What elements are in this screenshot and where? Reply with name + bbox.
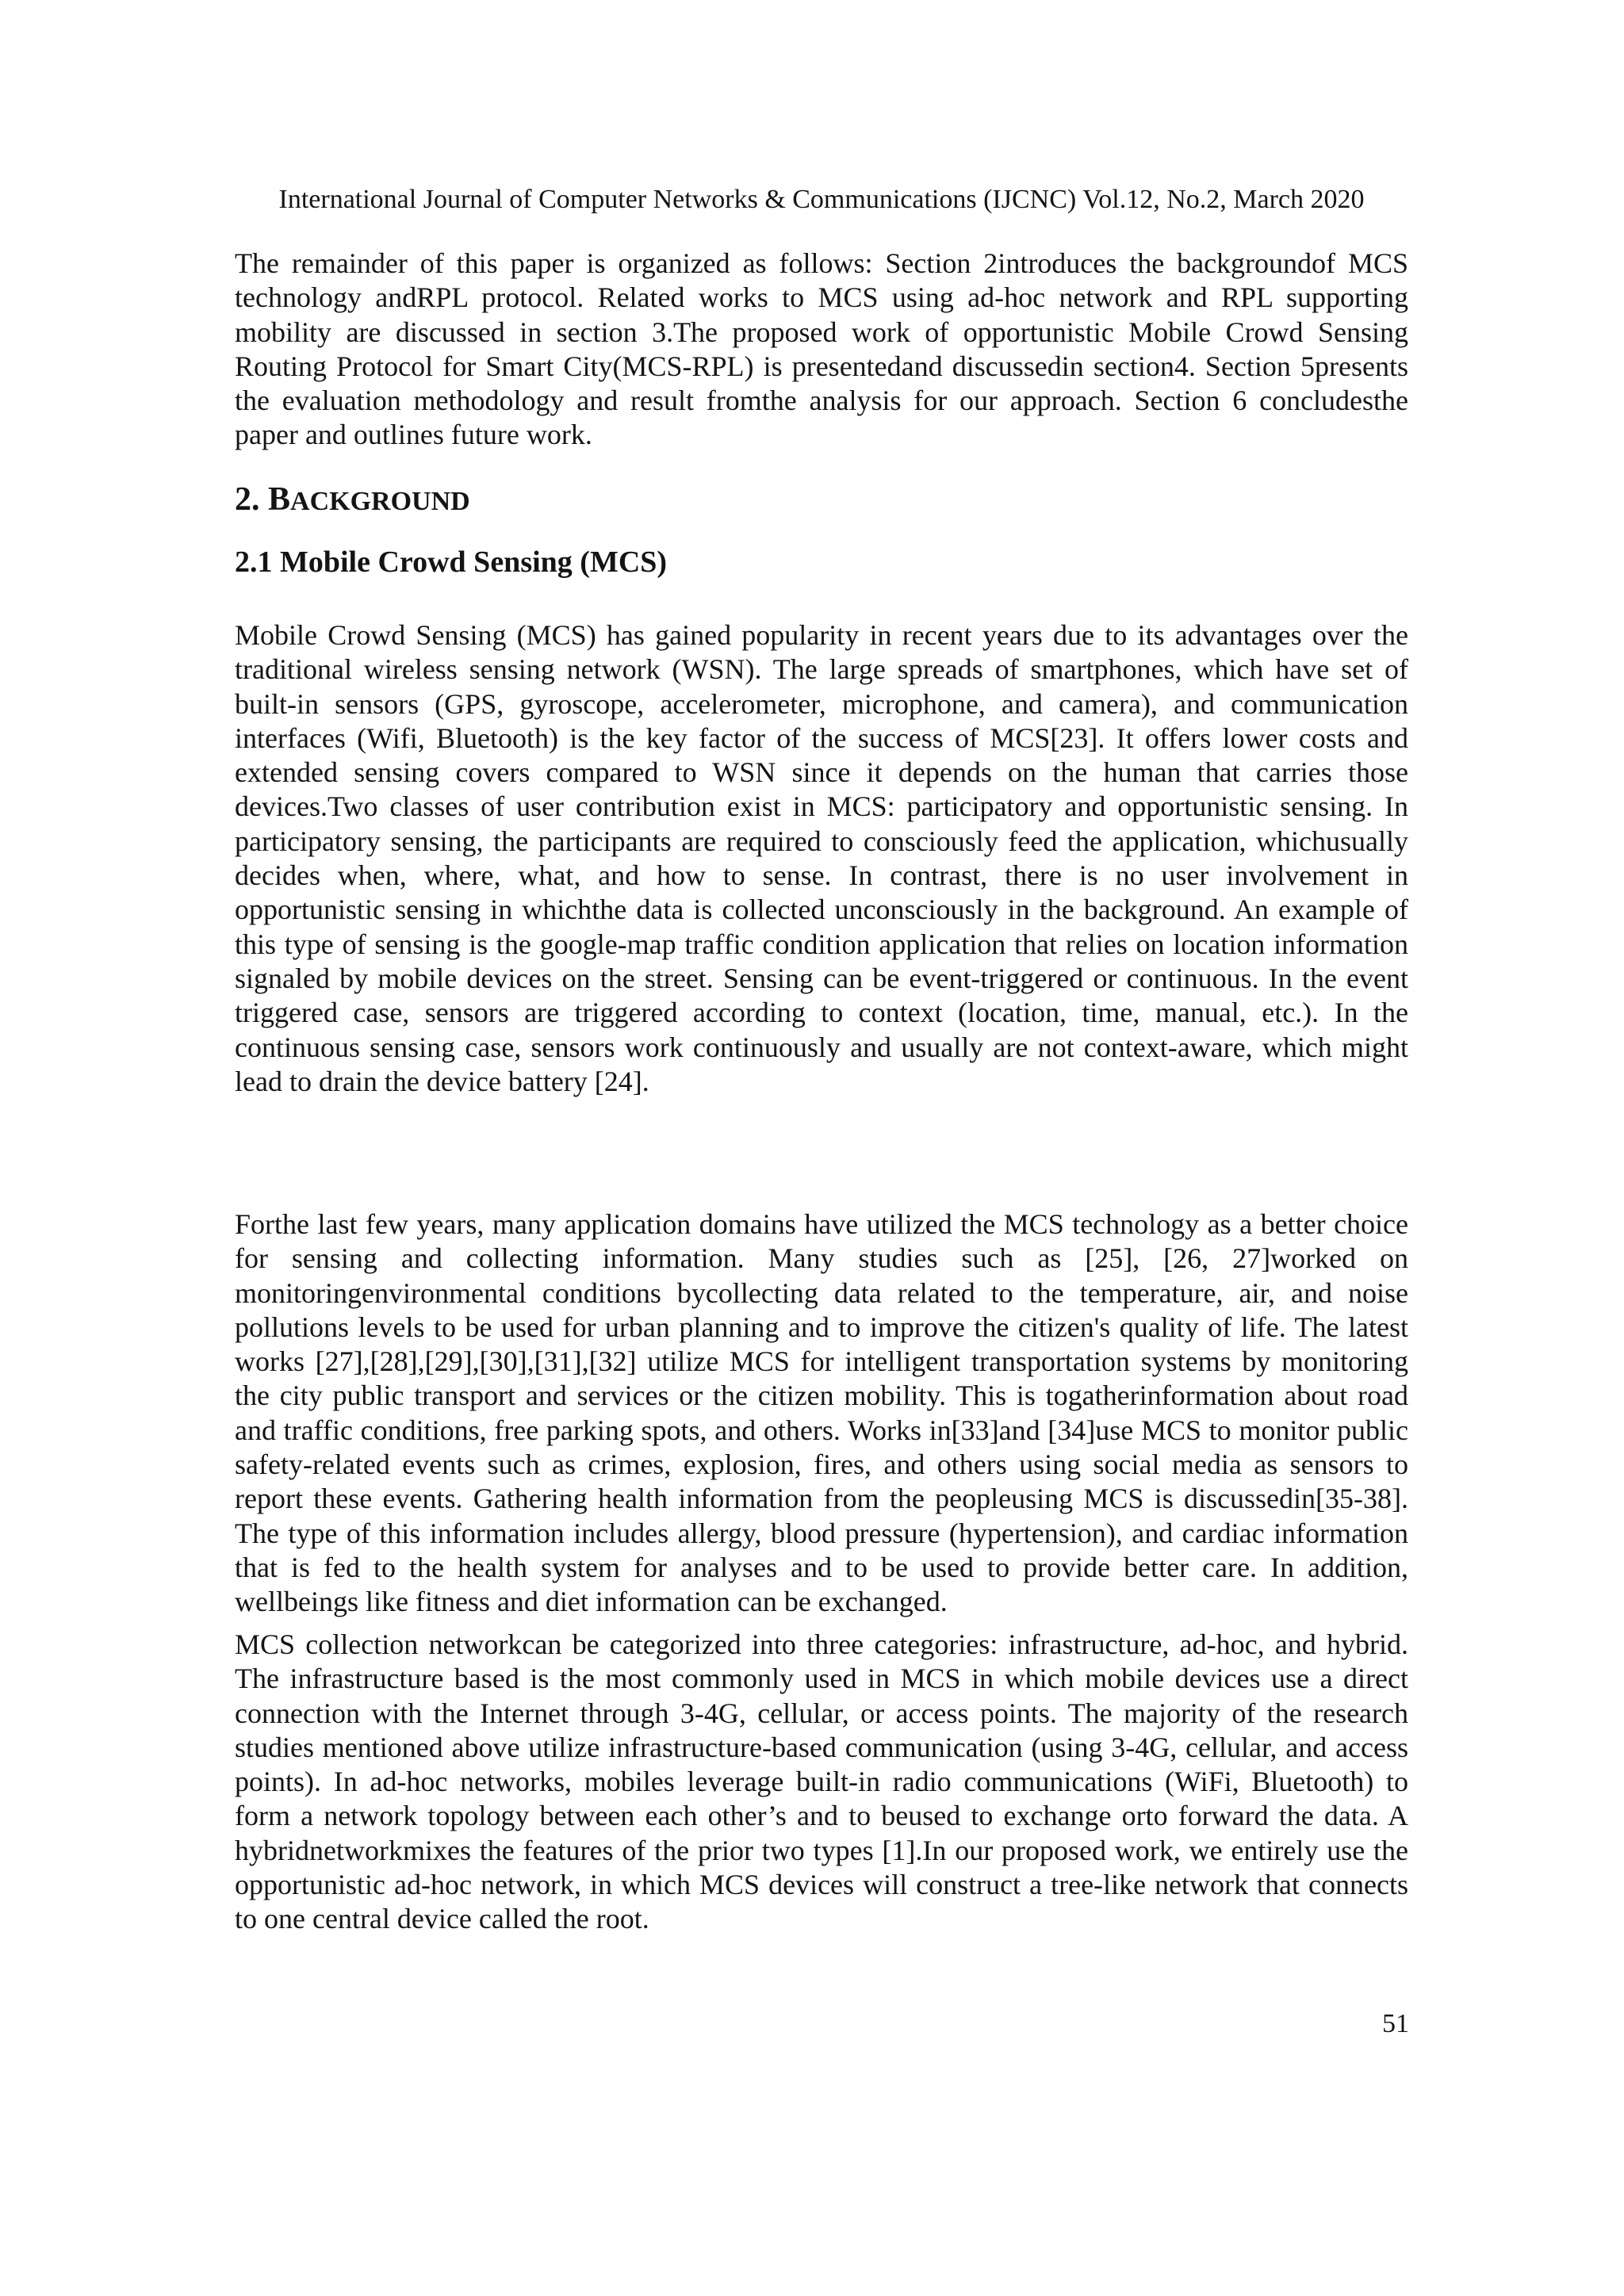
body-paragraph-block (235, 618, 1408, 1099)
page-number: 51 (1382, 2009, 1409, 2038)
running-header: International Journal of Computer Networks & Communications (IJCNC) Vol.12, No.2, March 2020 (278, 185, 1365, 214)
section-heading-title: ACKGROUND (290, 487, 470, 516)
intro-paragraph-block (235, 247, 1408, 453)
intro-paragraph: The remainder of this paper is organized as follows: Section 2introduces the backgroundof MCS technology andRPL protocol. Related works to MCS using ad-hoc network and RPL supporting mobility are discussed in section 3.The proposed work of opportunistic Mobile Crowd Sensing Routing Protocol for Smart City(MCS-RPL) is presentedand discussedin section4. Section 5presents the evaluation methodology and result fromthe analysis for our approach. Section 6 concludesthe paper and outlines future work. (235, 247, 1408, 451)
section-heading-number: 2. B (235, 481, 291, 518)
subsection-heading: 2.1 Mobile Crowd Sensing (MCS) (235, 545, 668, 579)
body-paragraph: Forthe last few years, many application domains have utilized the MCS technology as a better choice for sensing and collecting information. Many studies such as [25], [26, 27]worked on monitoringenvironmental conditions bycollecting data related to the temperature, air, and noise pollutions levels to be used for urban planning and to improve the citizen's quality of life. The latest works [27],[28],[29],[30],[31],[32] utilize MCS for intelligent transportation systems by monitoring the city public transport and services or the citizen mobility. This is togatherinformation about road and traffic conditions, free parking spots, and others. Works in[33]and [34]use MCS to monitor public safety-related events such as crimes, explosion, fires, and others using social media as sensors to report these events. Gathering health information from the peopleusing MCS is discussedin[35-38]. The type of this information includes allergy, blood pressure (hypertension), and cardiac information that is fed to the health system for analyses and to be used to provide better care. In addition, wellbeings like fitness and diet information can be exchanged. (235, 1208, 1408, 1618)
body-paragraph-block (235, 1207, 1408, 1620)
body-paragraph-block (235, 1628, 1408, 1937)
body-paragraph: MCS collection networkcan be categorized into three categories: infrastructure, ad-hoc, and hybrid. The infrastructure based is the most commonly used in MCS in which mobile devices use a direct connection with the Internet through 3-4G, cellular, or access points. The majority of the research studies mentioned above utilize infrastructure-based communication (using 3-4G, cellular, and access points). In ad-hoc networks, mobiles leverage built-in radio communications (WiFi, Bluetooth) to form a network topology between each other’s and to beused to exchange orto forward the data. A hybridnetworkmixes the features of the prior two types [1].In our proposed work, we entirely use the opportunistic ad-hoc network, in which MCS devices will construct a tree-like network that connects to one central device called the root. (235, 1628, 1408, 1935)
body-paragraph: Mobile Crowd Sensing (MCS) has gained popularity in recent years due to its advantages over the traditional wireless sensing network (WSN). The large spreads of smartphones, which have set of built-in sensors (GPS, gyroscope, accelerometer, microphone, and camera), and communication interfaces (Wifi, Bluetooth) is the key factor of the success of MCS[23]. It offers lower costs and extended sensing covers compared to WSN since it depends on the human that carries those devices.Two classes of user contribution exist in MCS: participatory and opportunistic sensing. In participatory sensing, the participants are required to consciously feed the application, whichusually decides when, where, what, and how to sense. In contrast, there is no user involvement in opportunistic sensing in whichthe data is collected unconsciously in the background. An example of this type of sensing is the google-map traffic condition application that relies on location information signaled by mobile devices on the street. Sensing can be event-triggered or continuous. In the event triggered case, sensors are triggered according to context (location, time, manual, etc.). In the continuous sensing case, sensors work continuously and usually are not context-aware, which might lead to drain the device battery [24]. (235, 619, 1408, 1097)
section-heading (235, 480, 470, 522)
